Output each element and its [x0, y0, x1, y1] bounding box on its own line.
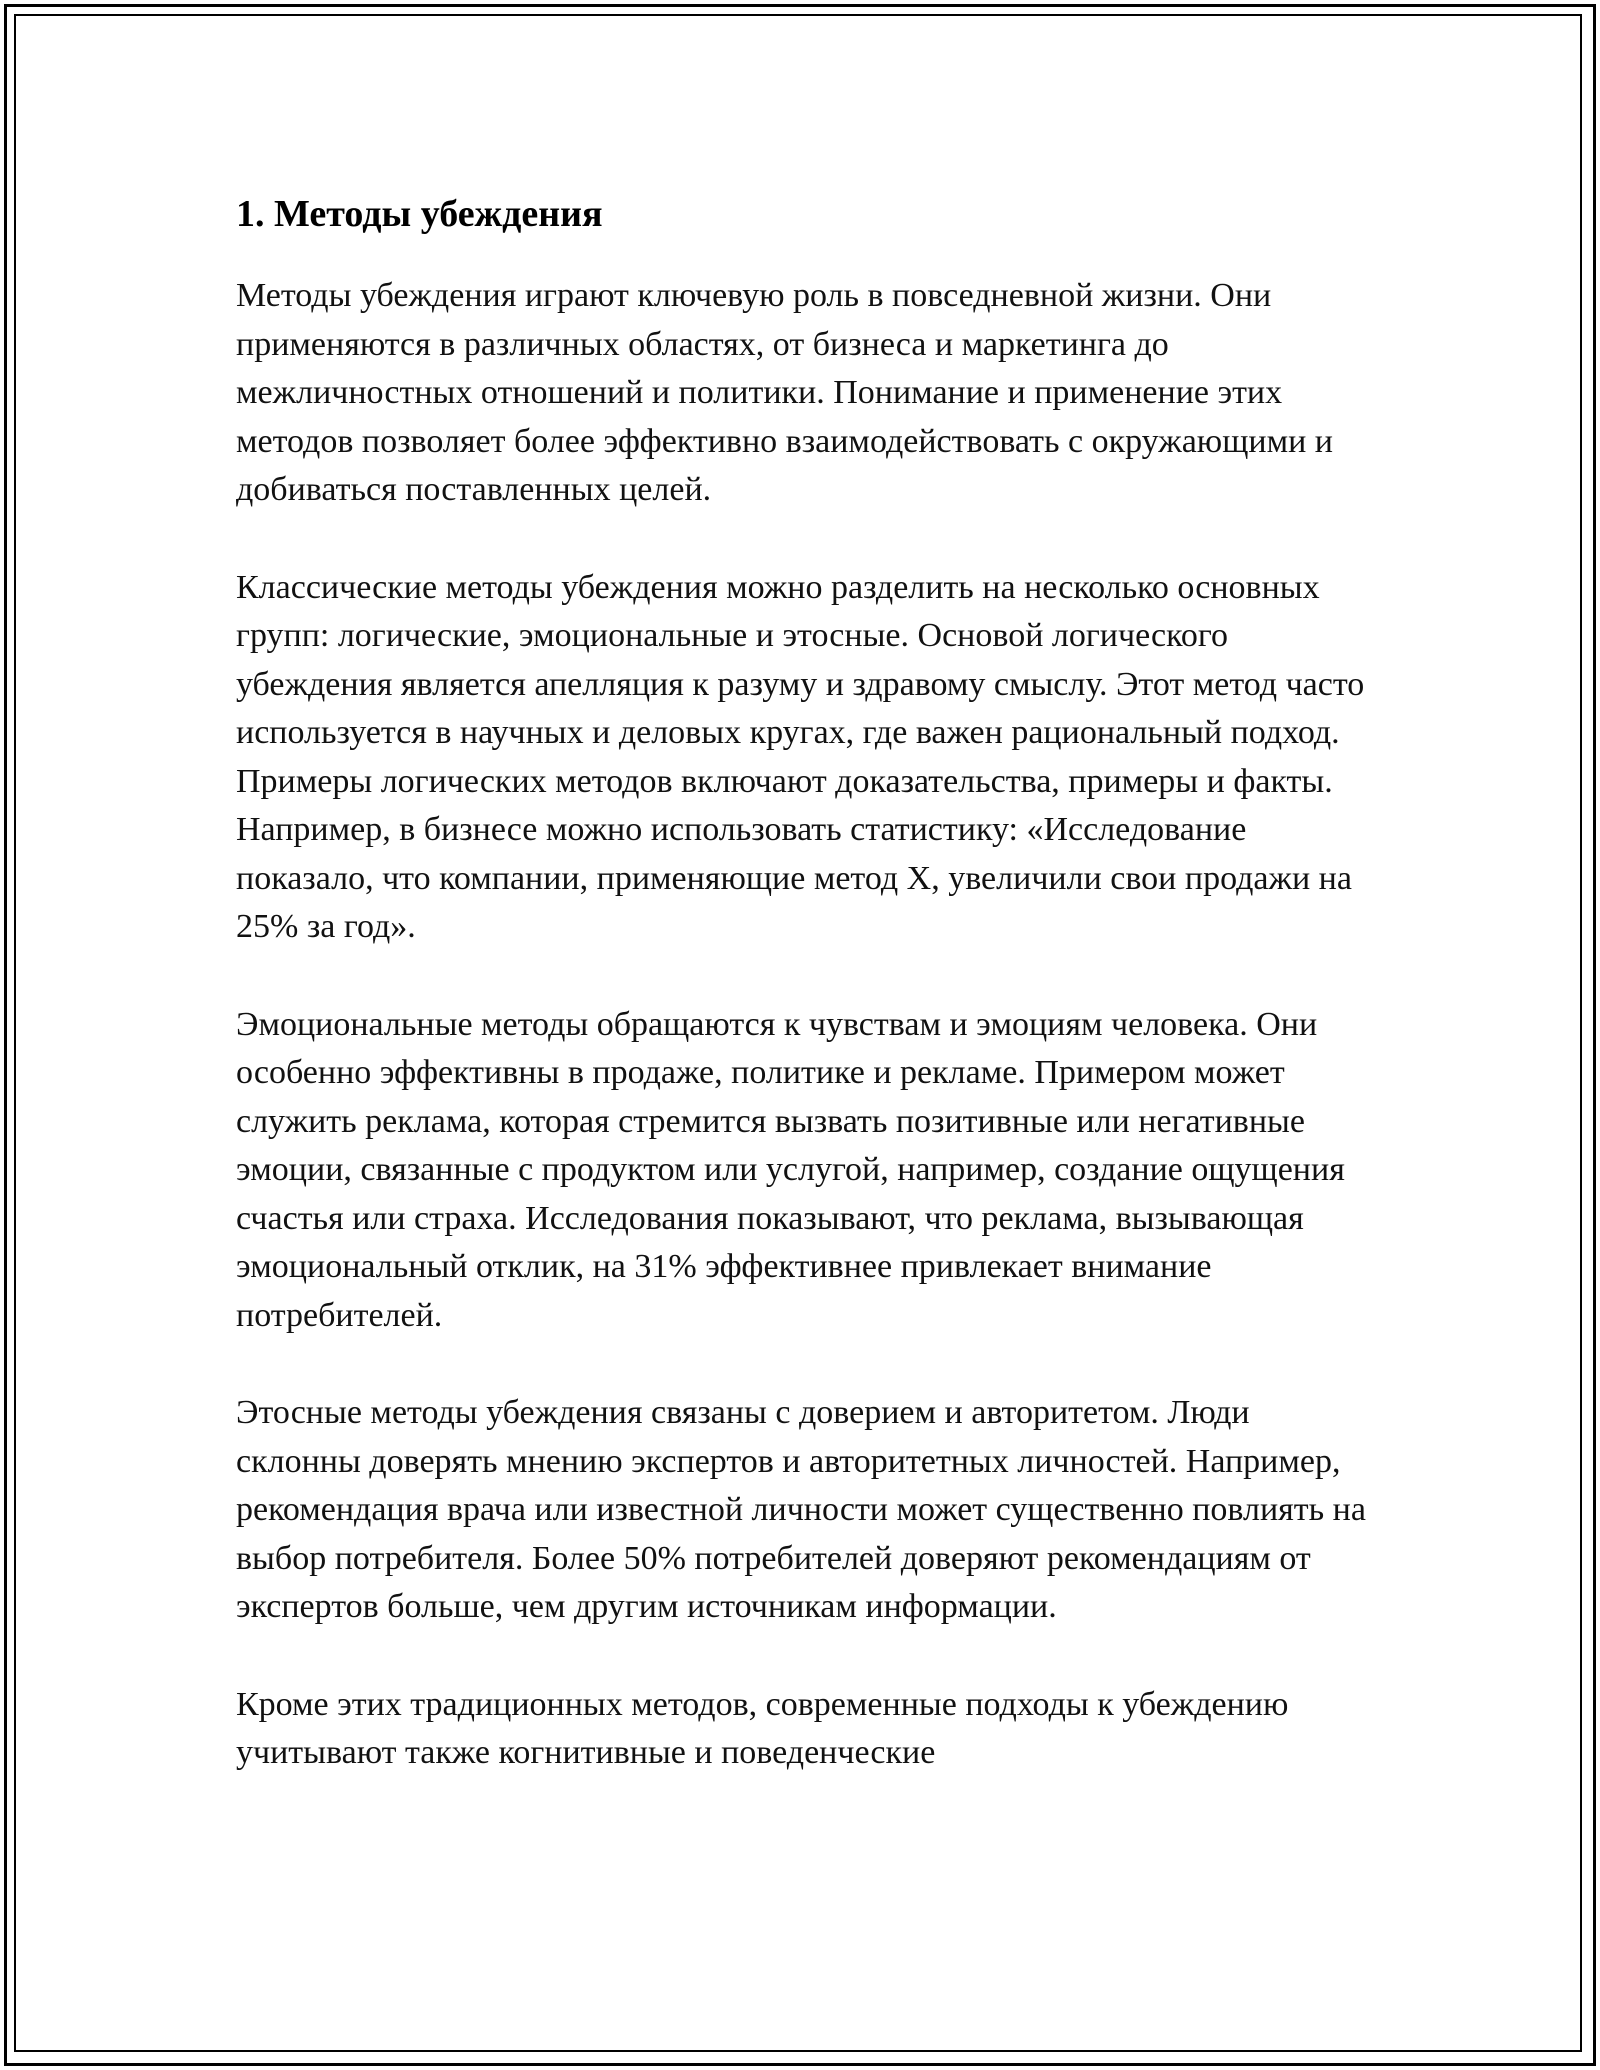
document-body	[236, 190, 1381, 1827]
section-heading: 1. Методы убеждения	[236, 193, 603, 235]
paragraph-intro: Методы убеждения играют ключевую роль в повседневной жизни. Они применяются в различных областях, от бизнеса и маркетинга до межличностных отношений и политики. Понимание и применение этих методов позволяет более эффективно взаимодействовать с окружающими и добиваться поставленных целей.	[236, 277, 1333, 508]
paragraph-modern-approaches: Кроме этих традиционных методов, современные подходы к убеждению учитывают также когнитивные и поведенческие	[236, 1685, 1289, 1771]
paragraph-ethos-methods: Этосные методы убеждения связаны с доверием и авторитетом. Люди склонны доверять мнению экспертов и авторитетных личностей. Например, рекомендация врача или известной личности может существенно повлиять на выбор потребителя. Более 50% потребителей доверяют рекомендациям от экспертов больше, чем другим источникам информации.	[236, 1394, 1366, 1625]
paragraph-logical-methods: Классические методы убеждения можно разделить на несколько основных групп: логические, эмоциональные и этосные. Основой логического убеждения является апелляция к разуму и здравому смыслу. Этот метод часто используется в научных и деловых кругах, где важен рациональный подход. Примеры логических методов включают доказательства, примеры и факты. Например, в бизнесе можно использовать статистику: «Исследование показало, что компании, применяющие метод X, увеличили свои продажи на 25% за год».	[236, 568, 1365, 945]
paragraph-emotional-methods: Эмоциональные методы обращаются к чувствам и эмоциям человека. Они особенно эффективны в продаже, политике и рекламе. Примером может служить реклама, которая стремится вызвать позитивные или негативные эмоции, связанные с продуктом или услугой, например, создание ощущения счастья или страха. Исследования показывают, что реклама, вызывающая эмоциональный отклик, на 31% эффективнее привлекает внимание потребителей.	[236, 1005, 1345, 1334]
